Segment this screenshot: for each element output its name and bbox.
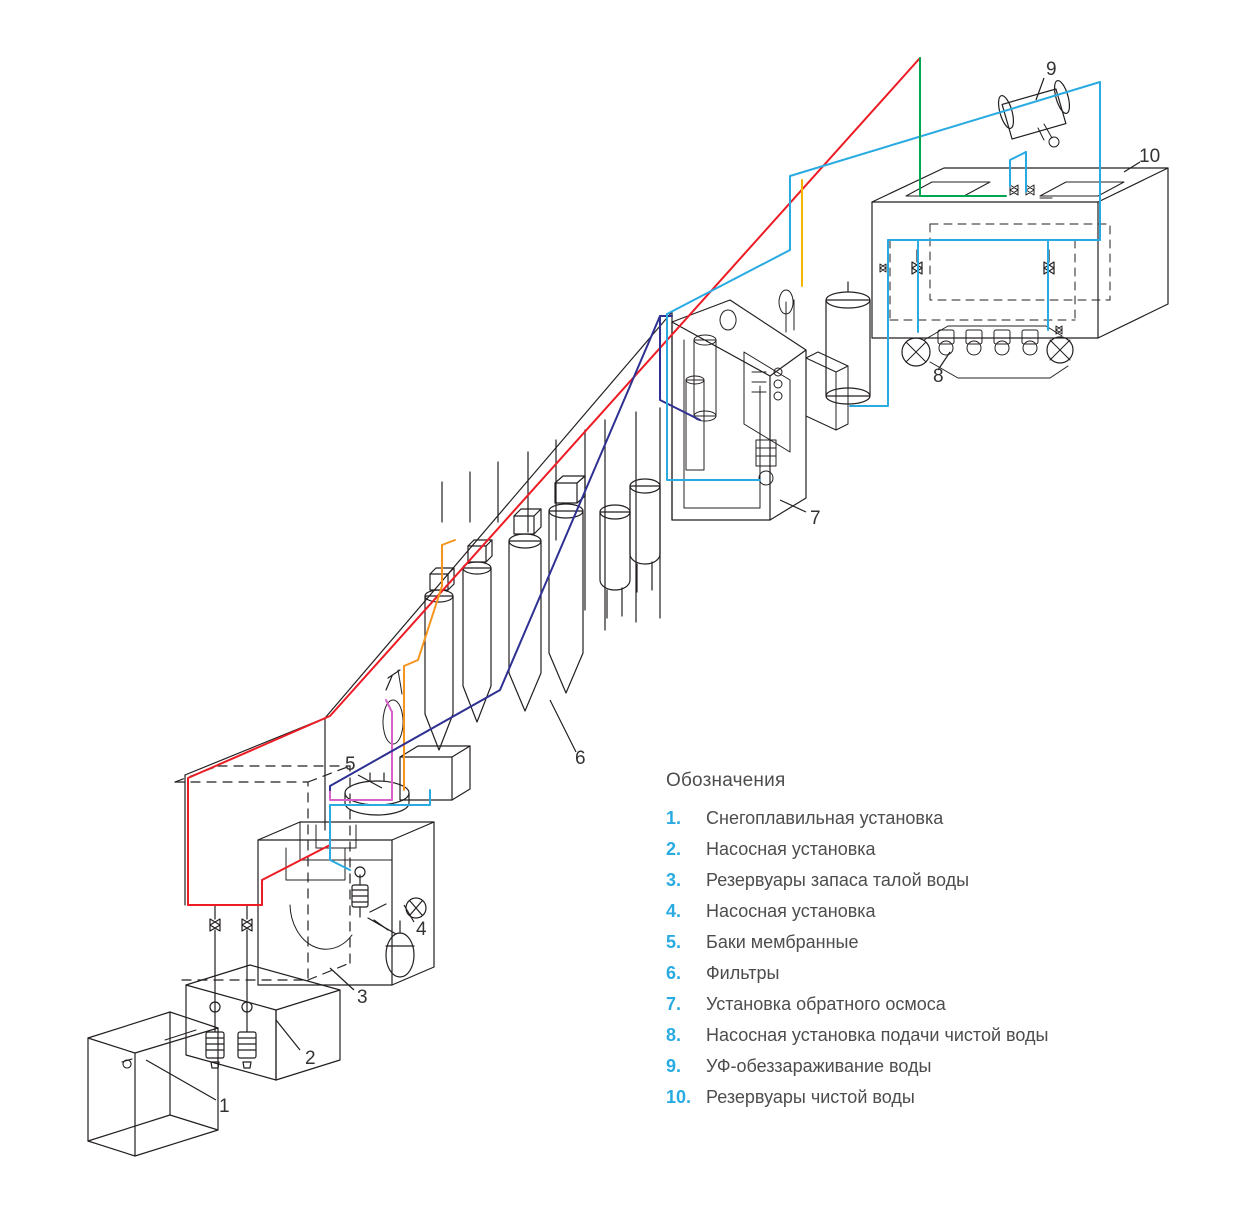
legend-item-10-number: 10. xyxy=(666,1087,692,1107)
legend-item-5 xyxy=(666,932,1186,953)
clean-water-pump-unit xyxy=(880,250,1073,378)
legend-item-4-number: 4. xyxy=(666,901,682,921)
callout-8: 8 xyxy=(933,366,944,387)
callout-4: 4 xyxy=(416,919,427,940)
reverse-osmosis-unit xyxy=(672,282,870,520)
callout-9: 9 xyxy=(1046,59,1057,80)
legend-item-7 xyxy=(666,994,1186,1015)
filters xyxy=(425,408,660,750)
legend-item-4 xyxy=(666,901,1186,922)
callout-6: 6 xyxy=(575,748,586,769)
pipe-magenta xyxy=(330,700,392,800)
legend-item-4-label: Насосная установка xyxy=(706,901,876,921)
legend-item-2 xyxy=(666,839,1186,860)
callout-3: 3 xyxy=(357,987,368,1008)
legend-item-6-number: 6. xyxy=(666,963,682,983)
legend-item-3-label: Резервуары запаса талой воды xyxy=(706,870,970,890)
legend-item-2-label: Насосная установка xyxy=(706,839,876,859)
pipe-blue xyxy=(330,316,672,790)
legend xyxy=(666,770,1186,1118)
legend-item-6-label: Фильтры xyxy=(706,963,780,983)
legend-item-6 xyxy=(666,963,1186,984)
legend-item-10 xyxy=(666,1087,1186,1108)
legend-item-9-number: 9. xyxy=(666,1056,682,1076)
pump-unit-2 xyxy=(186,905,340,1080)
legend-title: Обозначения xyxy=(666,770,786,791)
legend-item-1 xyxy=(666,808,1186,829)
legend-item-7-label: Установка обратного осмоса xyxy=(706,994,946,1014)
legend-item-3 xyxy=(666,870,1186,891)
legend-item-5-number: 5. xyxy=(666,932,682,952)
legend-item-9 xyxy=(666,1056,1186,1077)
legend-item-9-label: УФ-обеззараживание воды xyxy=(706,1056,932,1076)
legend-item-5-label: Баки мембранные xyxy=(706,932,859,952)
legend-item-2-number: 2. xyxy=(666,839,682,859)
callout-2: 2 xyxy=(305,1048,316,1069)
legend-item-3-number: 3. xyxy=(666,870,682,890)
support-frame xyxy=(185,312,672,905)
callout-5: 5 xyxy=(345,754,356,775)
legend-item-8 xyxy=(666,1025,1186,1046)
callout-10: 10 xyxy=(1139,146,1161,167)
legend-item-10-label: Резервуары чистой воды xyxy=(706,1087,915,1107)
snow-melting-unit xyxy=(88,1012,218,1156)
legend-item-1-number: 1. xyxy=(666,808,682,828)
legend-item-8-label: Насосная установка подачи чистой воды xyxy=(706,1025,1049,1045)
legend-item-8-number: 8. xyxy=(666,1025,682,1045)
callout-1: 1 xyxy=(219,1096,230,1117)
legend-item-1-label: Снегоплавильная установка xyxy=(706,808,944,828)
pump-unit-4 xyxy=(352,867,426,977)
uv-disinfection xyxy=(990,79,1072,202)
callout-7: 7 xyxy=(810,508,821,529)
legend-item-7-number: 7. xyxy=(666,994,682,1014)
